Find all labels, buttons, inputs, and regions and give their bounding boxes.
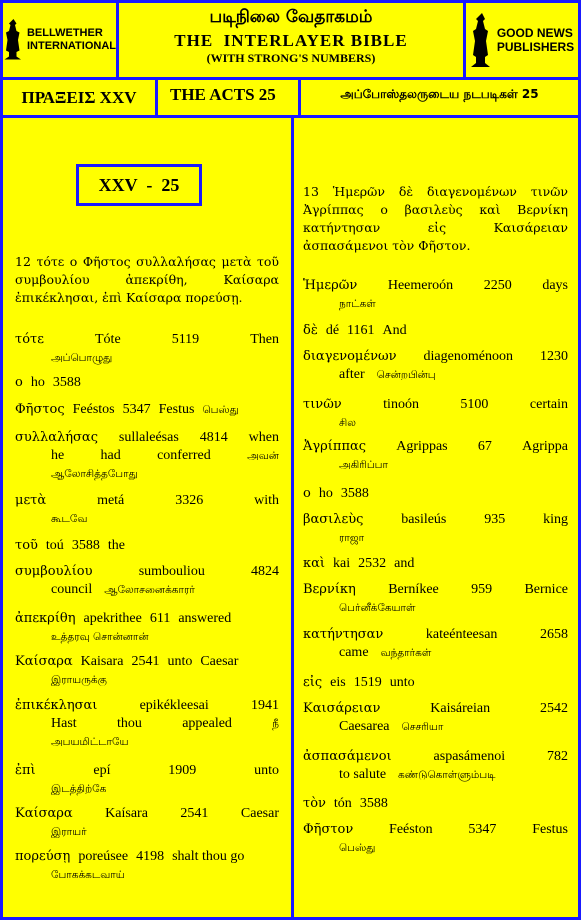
entry-token: Agrippa [522,439,568,454]
subtitle: (WITH STRONG'S NUMBERS) [206,51,376,65]
entry-token: ho [30,375,45,390]
tamil-gloss: சென்றபின்பு [376,369,436,381]
tamil-gloss: கண்டுகொள்ளும்படி [398,769,496,781]
greek-word: συμβουλίου [15,564,93,579]
entry-token: aspasámenoi [433,749,506,764]
tamil-gloss: இராயர் [51,826,87,838]
greek-word: Φῆστος [15,402,65,417]
entry-token: epikékleesai [139,698,209,713]
entry-token: after [339,367,365,382]
entry-token: 3588 [52,375,81,390]
entry-token: 67 [477,439,492,454]
greek-word: τὸν [303,796,326,811]
tamil-gloss: அப்பொழுது [51,352,113,364]
entry-token: kateénteesan [425,627,498,642]
entry-token: the [107,538,125,553]
greek-word: ο [303,486,311,501]
entry-token: 3326 [175,493,204,508]
tamil-gloss: அபயமிட்டாயே [51,736,129,748]
tamil-gloss: அவன் [247,450,279,462]
word-entry [15,374,279,392]
entry-token: answered [178,611,232,626]
main-title: THE INTERLAYER BIBLE [174,31,408,50]
entry-token: 4824 [250,564,279,579]
greek-word: Καίσαρα [15,654,73,669]
entry-token: toú [45,538,64,553]
entry-token: appealed [182,716,232,731]
entry-token: to salute [339,767,387,782]
entry-token: 1941 [250,698,279,713]
greek-word: Καίσαρα [15,806,73,821]
greek-word: συλλαλήσας [15,430,98,445]
entry-token: Bernice [524,582,568,597]
word-entry [15,610,279,646]
entry-token: king [543,512,568,527]
tamil-gloss: போகக்கடவாய் [51,869,125,881]
entry-token: sumbouliou [138,564,205,579]
entry-token: 1909 [168,763,197,778]
tamil-gloss: இடத்திற்கே [51,783,107,795]
entry-token: council [51,582,93,597]
word-entry [15,805,279,841]
entry-token: 3588 [340,486,369,501]
entry-token: Kaisara [80,654,124,669]
word-entry [303,795,568,813]
tamil-gloss: ஆலோசித்தபோது [51,468,138,480]
word-entry [303,674,568,692]
tamil-gloss: இராயருக்கு [51,674,107,686]
greek-word: Φῆστον [303,822,354,837]
entry-token: and [394,556,415,571]
entry-token: Caesarea [339,719,390,734]
book-tamil: அப்போஸ்தலருடைய நடபடிகள் 25 [298,77,581,118]
entry-token: 2541 [180,806,209,821]
word-entry [303,748,568,784]
entry-token: 2532 [358,556,387,571]
entry-token: Tóte [95,332,121,347]
entry-token: eis [330,675,346,690]
entry-token: ho [318,486,333,501]
chapter-label: XXV - 25 [76,164,202,206]
entry-token: 935 [484,512,506,527]
tamil-gloss: ஆலோசனைக்காரர் [104,584,195,596]
entry-token: 4814 [199,430,228,445]
word-entry [303,626,568,662]
entry-token: thou [116,716,142,731]
greek-word: εἰς [303,675,323,690]
tamil-gloss: ராஜா [339,532,365,544]
book-greek: ΠΡΑΞΕΙΣ XXV [0,77,158,118]
greek-word: βασιλεὺς [303,512,364,527]
greek-word: Ἡμερῶν [303,278,358,293]
entry-token: 2658 [540,627,568,642]
greek-word: κατήντησαν [303,627,384,642]
entry-token: poreúsee [78,849,129,864]
entry-token: Caesar [200,654,239,669]
entry-token: with [254,493,279,508]
entry-token: sullaleésas [118,430,179,445]
word-entry [15,537,279,555]
entry-token: 5347 [468,822,497,837]
tamil-gloss: பெஸ்து [202,404,239,416]
entry-token: Festus [532,822,568,837]
logo-line-2: PUBLISHERS [496,40,575,54]
entry-token: had [100,448,121,463]
entry-token: kai [333,556,351,571]
entry-token: 5119 [171,332,200,347]
word-entry [303,277,568,313]
logo-line-1: GOOD NEWS [496,26,573,40]
entry-token: Berníkee [388,582,439,597]
greek-word: μετὰ [15,493,47,508]
entry-token: Feéston [389,822,433,837]
entry-token: shalt thou go [172,849,245,864]
greek-word: καὶ [303,556,326,571]
greek-word: δὲ [303,323,318,338]
entry-token: Caesar [240,806,279,821]
greek-word: πορεύσῃ [15,849,71,864]
word-entry [15,762,279,798]
entry-token: Festus [158,402,195,417]
entry-token: basileús [401,512,447,527]
greek-word: Ἀγρίππας [303,439,367,454]
entry-token: apekrithee [83,611,142,626]
entry-token: Hast [51,716,77,731]
statue-icon [3,10,24,70]
greek-word: τοῦ [15,538,38,553]
entry-token: Kaisáreian [430,701,491,716]
entry-token: 782 [546,749,568,764]
word-entry [303,438,568,474]
entry-token: he [51,448,65,463]
word-entry [303,581,568,617]
entry-token: Feéstos [72,402,115,417]
word-entry [303,348,568,384]
entry-token: 2541 [131,654,160,669]
entry-token: certain [529,397,568,412]
entry-token: metá [97,493,125,508]
greek-word: ἀπεκρίθη [15,611,76,626]
greek-word: ἐπικέκλησαι [15,698,98,713]
entry-token: tinoón [383,397,419,412]
entry-token: 1230 [539,349,568,364]
word-entry [303,700,568,736]
entry-token: 959 [471,582,493,597]
entry-token: 1519 [353,675,382,690]
word-entry [15,401,279,419]
entry-token: unto [389,675,415,690]
tamil-gloss: அகிரிப்பா [339,459,388,471]
entry-token: 2250 [483,278,512,293]
entry-token: unto [167,654,193,669]
tamil-gloss: சில [339,417,356,429]
entry-token: 1161 [347,323,375,338]
tamil-gloss: நீ [272,718,279,730]
tamil-gloss: செசரியா [401,721,444,733]
word-entry [15,697,279,751]
entry-token: And [382,323,407,338]
word-entry [303,322,568,340]
verse-13-text: 13 Ἡμερῶν δὲ διαγενομένων τινῶν Ἀγρίππας ο βασιλεὺς καὶ Βερνίκη κατήντησαν εἰς Καισάρειαν ἀσπασάμενοι τὸν Φῆστον. [303,184,568,253]
word-entry [15,653,279,689]
greek-word: Βερνίκη [303,582,356,597]
entry-token: epí [93,763,111,778]
entry-token: dé [325,323,340,338]
word-entry [15,331,279,367]
logo-line-1: BELLWETHER [26,27,103,39]
greek-word: τινῶν [303,397,342,412]
word-entry [303,396,568,432]
word-entry [303,485,568,503]
entry-token: conferred [157,448,211,463]
entry-token: Then [250,332,279,347]
entry-token: unto [254,763,279,778]
entry-token: 611 [149,611,171,626]
logo-line-2: INTERNATIONAL [26,40,116,52]
entry-token: Heemeroón [387,278,454,293]
tamil-title: படிநிலை வேதாகமம் [209,7,373,27]
entry-token: diagenoménoon [423,349,513,364]
book-english: THE ACTS 25 [155,77,301,118]
word-entry [303,511,568,547]
entry-token: 3588 [71,538,100,553]
tamil-gloss: நாட்கள் [339,298,376,310]
word-entry [15,492,279,528]
greek-word: ο [15,375,23,390]
entry-token: tón [333,796,352,811]
tamil-gloss: பெஸ்து [339,842,376,854]
greek-word: διαγενομένων [303,349,397,364]
entry-token: came [339,645,369,660]
entry-token: Kaísara [105,806,148,821]
entry-token: 3588 [359,796,388,811]
tamil-gloss: பெர்னீக்கேயாள் [339,602,416,614]
verse-12-text: 12 τότε ο Φῆστος συλλαλήσας μετὰ τοῦ συμβουλίου ἀπεκρίθη, Καίσαρα ἐπικέκλησαι, ἐπὶ Καίσαρα πορεύσῃ. [15,254,279,305]
entry-token: when [248,430,279,445]
tamil-gloss: கூடவே [51,513,88,525]
word-entry [15,563,279,599]
greek-word: τότε [15,332,44,347]
entry-token: days [542,278,568,293]
greek-word: ἀσπασάμενοι [303,749,392,764]
bellwether-logo [0,0,119,80]
entry-token: 4198 [136,849,165,864]
title-block [116,0,466,80]
word-entry [15,429,279,483]
statue-icon [470,11,494,69]
entry-token: Agrippas [396,439,448,454]
tamil-gloss: உத்தரவு சொன்னான் [51,631,149,643]
tamil-gloss: வந்தார்கள் [380,647,432,659]
word-entry [15,848,279,884]
good-news-logo [463,0,581,80]
greek-word: Καισάρειαν [303,701,381,716]
word-entry [303,821,568,857]
entry-token: 5100 [460,397,489,412]
greek-word: ἐπὶ [15,763,36,778]
word-entry [303,555,568,573]
entry-token: 2542 [539,701,568,716]
entry-token: 5347 [122,402,151,417]
